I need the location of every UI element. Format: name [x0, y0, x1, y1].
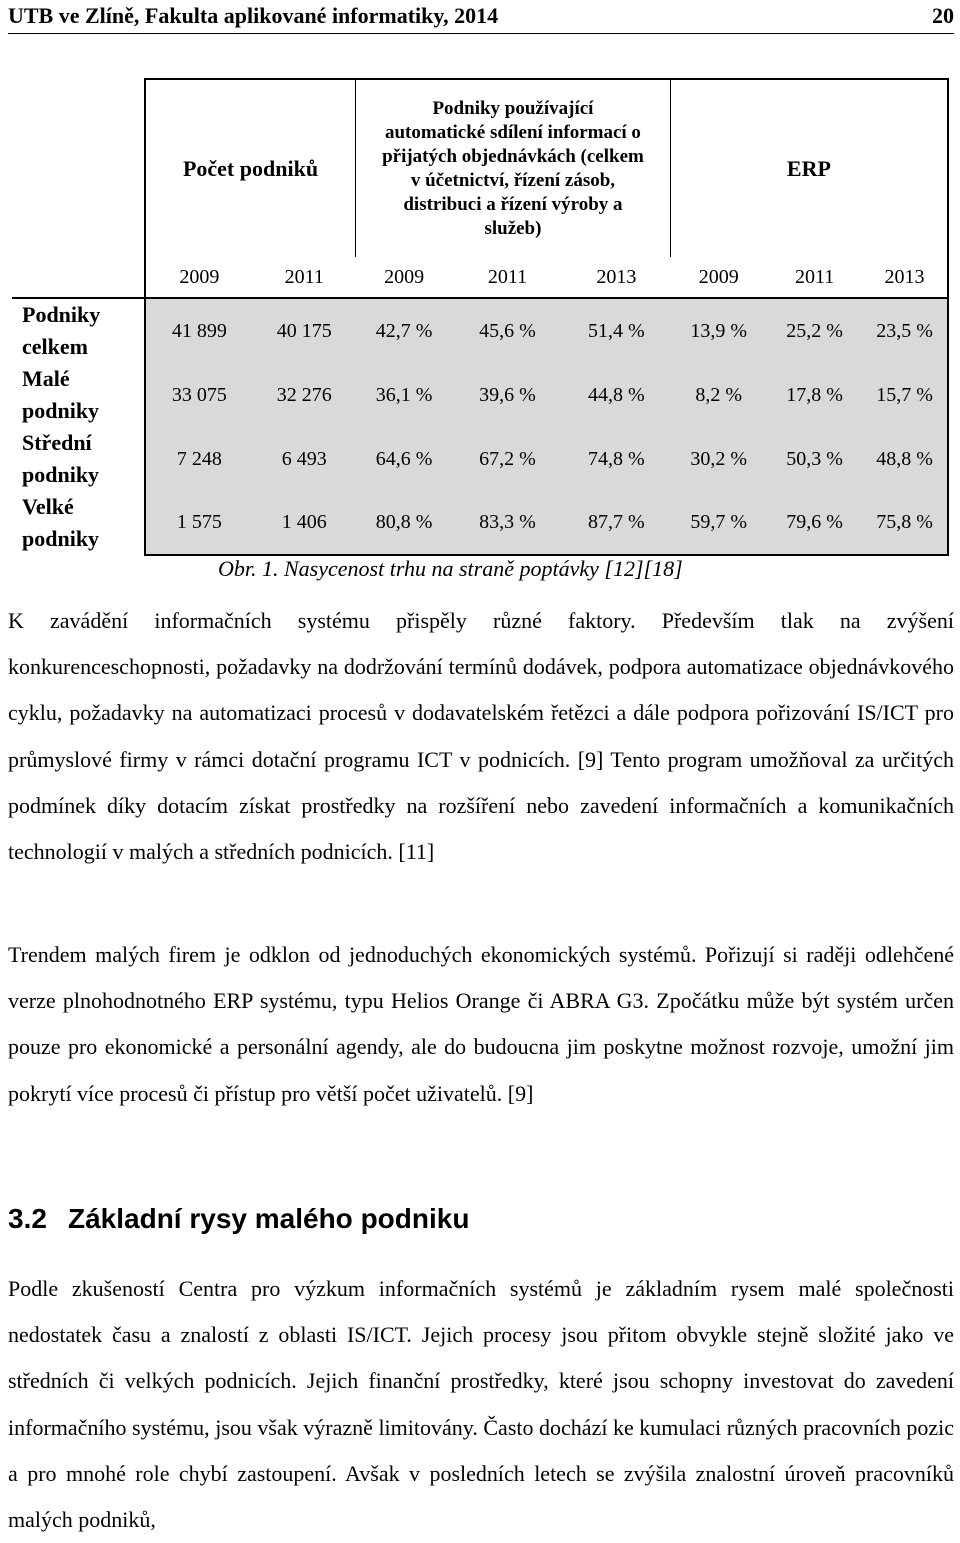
year-cell: 2009: [356, 257, 453, 298]
table-row: [12, 298, 948, 363]
table-cell: 25,2 %: [786, 319, 843, 342]
row-label: Podniky celkem: [12, 298, 145, 363]
year-cell: 2009: [145, 257, 253, 298]
row-label: Malé podniky: [12, 363, 145, 427]
table-cell: 45,6 %: [479, 319, 536, 342]
year-cell: 2011: [453, 257, 563, 298]
table-cell: 8,2 %: [695, 383, 743, 406]
table-cell: 51,4 %: [588, 319, 645, 342]
table-cell: 80,8 %: [356, 491, 453, 555]
section-number: 3.2: [8, 1203, 47, 1234]
table-cell: 1 575: [145, 491, 253, 555]
table-row: [12, 363, 948, 427]
row-label: Velké podniky: [12, 491, 145, 555]
year-cell: 2013: [562, 257, 670, 298]
year-cell: 2011: [253, 257, 356, 298]
section-heading: [8, 1203, 469, 1235]
table-cell: 13,9 %: [690, 319, 748, 342]
year-cell: 2011: [767, 257, 862, 298]
table-cell: 79,6 %: [767, 491, 862, 555]
table-cell: 32 276: [276, 383, 332, 406]
table-cell: 64,6 %: [375, 447, 433, 470]
table-cell: 48,8 %: [862, 427, 948, 491]
section-title: Základní rysy malého podniku: [68, 1203, 470, 1234]
paragraph-small-business: Podle zkušeností Centra pro výzkum informačních systémů je základním rysem malé společnosti nedostatek času a znalostí z oblasti IS/ICT. Jejich procesy jsou přitom obvykle stejně složité jako ve středních či velkých podnicích. Jejich finanční prostředky, které jsou schopny investovat do zavedení informačního systému, jsou však výrazně limitovány. Často dochází ke kumulaci různých pracovních pozic a pro mnohé role chybí zastoupení. Avšak v posledních letech se zvýšila znalostní úroveň pracovníků malých podniků,: [8, 1276, 954, 1533]
table-corner-2: [12, 257, 145, 298]
table-row: [12, 427, 948, 491]
table-cell: 33 075: [171, 383, 227, 406]
col-header-sharing: [356, 79, 671, 257]
table-cell: 36,1 %: [375, 383, 433, 406]
paragraph-trends: Trendem malých firem je odklon od jednoduchých ekonomických systémů. Pořizují si raději odlehčené verze plnohodnotného ERP systému, typu Helios Orange či ABRA G3. Zpočátku může být systém určen pouze pro ekonomické a personální agendy, ale do budoucna jim poskytne možnost rozvoje, umožní jim pokrytí více procesů či přístup pro větší počet uživatelů. [9]: [8, 942, 954, 1106]
year-cell: 2009: [670, 257, 767, 298]
table-cell: 74,8 %: [588, 447, 645, 470]
table-cell: 41 899: [171, 319, 227, 342]
table-cell: 7 248: [176, 447, 222, 470]
table-cell: 23,5 %: [862, 298, 948, 363]
row-label: Střední podniky: [12, 427, 145, 491]
table-cell: 39,6 %: [479, 383, 536, 406]
col-header-count-label: Počet podniků: [182, 155, 319, 181]
table-cell: 6 493: [281, 447, 327, 470]
table-cell: 1 406: [253, 491, 356, 555]
table-cell: 83,3 %: [453, 491, 563, 555]
table-row: [12, 491, 948, 555]
col-header-erp: [670, 79, 948, 257]
table-cell: 75,8 %: [862, 491, 948, 555]
table-cell: 87,7 %: [562, 491, 670, 555]
table-cell: 42,7 %: [375, 319, 433, 342]
header-title: UTB ve Zlíně, Fakulta aplikované informatiky, 2014: [8, 3, 499, 28]
figure-caption: Obr. 1. Nasycenost trhu na straně poptávky [12][18]: [218, 556, 683, 581]
table-cell: 50,3 %: [786, 447, 843, 470]
year-cell: 2013: [862, 257, 948, 298]
paragraph-factors: K zavádění informačních systému přispěly různé faktory. Především tlak na zvýšení konkurenceschopnosti, požadavky na dodržování termínů dodávek, podpora automatizace objednávkového cyklu, požadavky na automatizaci procesů v dodavatelském řetězci a dále podpora pořizování IS/ICT pro průmyslové firmy v rámci dotační programu ICT v podnicích. [9] Tento program umožňoval za určitých podmínek díky dotacím získat prostředky na rozšíření nebo zavedení informačních a komunikačních technologií v malých a středních podnicích. [11]: [8, 608, 954, 865]
table-cell: 30,2 %: [690, 447, 748, 470]
col-header-sharing-label: Podniky používající automatické sdílení informací o přijatých objednávkách (celkem v účetnictví, řízení zásob, distribuci a řízení výroby a služeb): [382, 97, 644, 239]
data-table: [12, 78, 949, 556]
table-cell: 40 175: [276, 319, 332, 342]
table-cell: 59,7 %: [670, 491, 767, 555]
year-row: [12, 257, 948, 298]
table-corner: [12, 79, 145, 257]
page-header: [8, 0, 954, 34]
table-cell: 15,7 %: [862, 363, 948, 427]
table-cell: 17,8 %: [786, 383, 843, 406]
table-cell: 67,2 %: [479, 447, 536, 470]
col-header-count: [145, 79, 356, 257]
col-header-erp-label: ERP: [786, 155, 831, 181]
table-cell: 44,8 %: [588, 383, 645, 406]
page-number: 20: [932, 3, 954, 28]
